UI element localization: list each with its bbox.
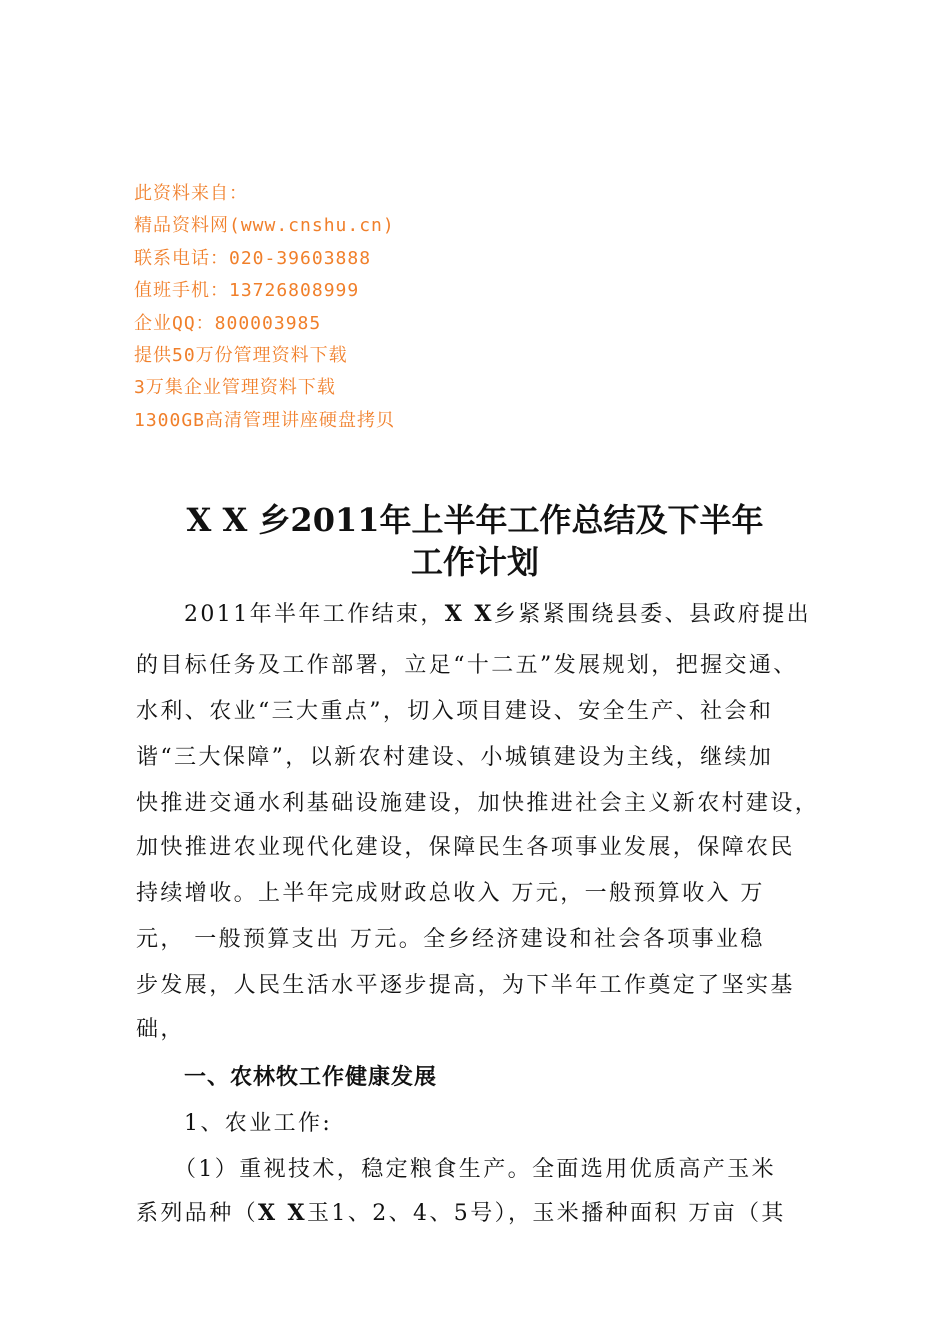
document-title-line-1: X X 乡2011年上半年工作总结及下半年 [186,501,764,539]
paragraph-1-line-8: 元， 一般预算支出 万元。全乡经济建设和社会各项事业稳 [136,927,765,952]
paragraph-1-line-9: 步发展，人民生活水平逐步提高，为下半年工作奠定了坚实基 [136,973,795,998]
paragraph-1-line-6: 加快推进农业现代化建设，保障民生各项事业发展，保障农民 [136,835,795,860]
text-fragment: 乡紧紧围绕县委、县政府提出 [493,602,811,627]
paragraph-1-line-10: 础， [136,1017,185,1042]
header-line-offer-1: 提供50万份管理资料下载 [134,345,348,367]
paragraph-1-line-4: 谐“三大保障”，以新农村建设、小城镇建设为主线，继续加 [136,745,774,770]
subsection-1-heading: 1、农业工作: [184,1111,333,1136]
place-name-placeholder: X X [258,1200,308,1226]
header-line-phone: 联系电话：020-39603888 [134,247,372,269]
header-line-source: 此资料来自： [134,183,248,204]
text-fragment: 系列品种（ [136,1201,259,1226]
paragraph-2-line-1: （1）重视技术，稳定粮食生产。全面选用优质高产玉米 [174,1157,776,1182]
header-line-offer-3: 1300GB高清管理讲座硬盘拷贝 [134,409,396,431]
place-name-placeholder: X X [444,601,494,627]
section-1-heading: 一、农林牧工作健康发展 [184,1065,438,1090]
paragraph-1-line-7: 持续增收。上半年完成财政总收入 万元，一般预算收入 万 [136,881,765,906]
text-fragment: 2011年半年工作结束， [184,602,445,627]
document-title-line-2: 工作计划 [410,543,539,581]
paragraph-1-line-5: 快推进交通水利基础设施建设，加快推进社会主义新农村建设， [136,791,820,816]
paragraph-1-line-2: 的目标任务及工作部署，立足“十二五”发展规划，把握交通、 [136,653,798,678]
paragraph-1-line-1 [184,597,811,628]
document-body [136,0,836,1344]
header-line-offer-2: 3万集企业管理资料下载 [134,377,336,399]
header-line-mobile: 值班手机：13726808999 [134,280,360,302]
paragraph-2-line-2 [136,1196,786,1227]
paragraph-1-line-3: 水利、农业“三大重点”，切入项目建设、安全生产、社会和 [136,699,774,724]
header-line-qq: 企业QQ：800003985 [134,312,322,334]
text-fragment: 玉1、2、4、5号），玉米播种面积 万亩（其 [307,1201,786,1226]
header-line-website: 精品资料网(www.cnshu.cn) [134,215,395,237]
